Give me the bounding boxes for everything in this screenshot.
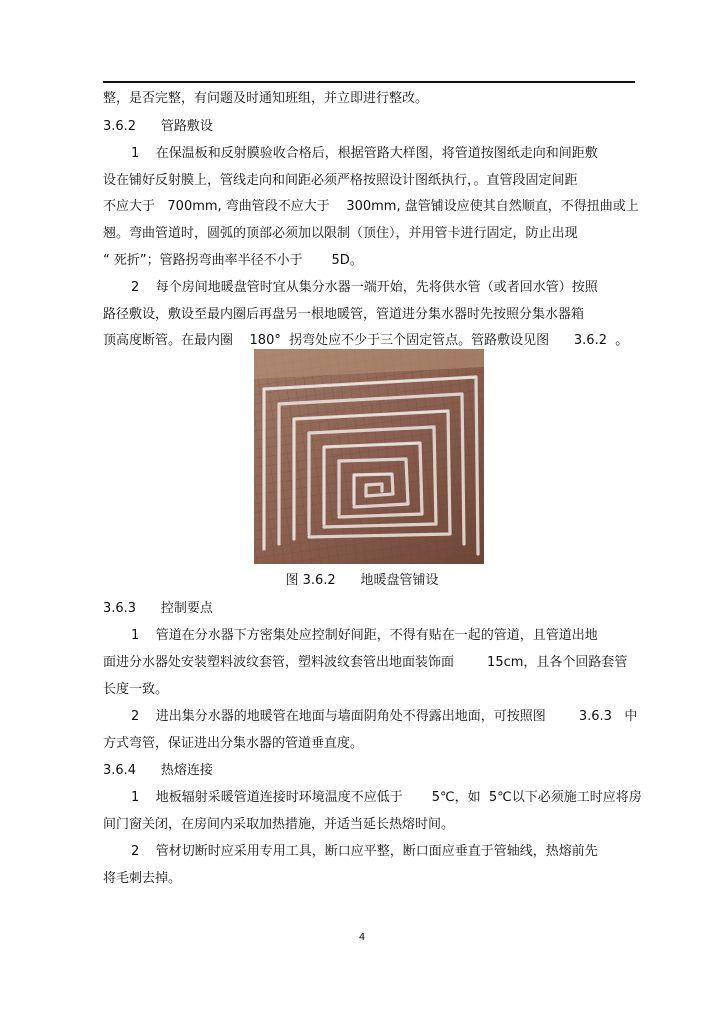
text-line: 2 进出集分水器的地暖管在地面与墙面阴角处不得露出地面，可按照图 3.6.3 中: [131, 709, 638, 724]
text-line: 1 在保温板和反射膜验收合格后，根据管路大样图，将管道按图纸走向和间距敷: [131, 146, 598, 161]
text-line: 整，是否完整，有问题及时通知班组，并立即进行整改。: [103, 91, 429, 106]
figure-caption: 图 3.6.2 地暖盘管铺设: [285, 573, 439, 588]
floor-heating-photo: [254, 349, 484, 564]
text-line: 2 每个房间地暖盘管时宜从集分水器一端开始，先将供水管（或者回水管）按照: [131, 280, 598, 295]
text-line: “ 死折”；管路拐弯曲率半径不小于 5D。: [103, 253, 363, 268]
text-line: 2 管材切断时应采用专用工具，断口应平整，断口面应垂直于管轴线，热熔前先: [131, 844, 598, 859]
text-line: 面进分水器处安装塑料波纹套管，塑料波纹套管出地面装饰面 15cm，且各个回路套管: [103, 655, 628, 670]
text-line: 长度一致。: [103, 682, 169, 697]
section-heading: 3.6.4 热熔连接: [103, 763, 213, 778]
text-line: 1 地板辐射采暖管道连接时环境温度不应低于 5℃，如 5℃以下必须施工时应将房: [131, 790, 642, 805]
section-heading: 3.6.3 控制要点: [103, 601, 213, 616]
section-heading: 3.6.2 管路敷设: [103, 119, 213, 134]
header-rule: [103, 81, 635, 83]
text-line: 不应大于 700mm, 弯曲管段不应大于 300mm, 盘管铺设应使其自然顺直，不得扭曲或上: [103, 199, 639, 214]
text-line: 设在铺好反射膜上，管线走向和间距必须严格按照设计图纸执行，。直管段固定间距: [103, 173, 578, 188]
text-line: 路径敷设，敷设至最内圈后再盘另一根地暖管，管道进分集水器时先按照分集水器箱: [103, 307, 585, 322]
page-number: 4: [358, 932, 366, 943]
text-line: 1 管道在分水器下方密集处应控制好间距，不得有贴在一起的管道，且管道出地: [131, 628, 598, 643]
text-line: 方式弯管，保证进出分集水器的管道垂直度。: [103, 736, 364, 751]
text-line: 顶高度断管。在最内圈 180° 拐弯处应不少于三个固定管点。管路敷设见图 3.6.2 。: [103, 333, 629, 348]
text-line: 将毛刺去掉。: [103, 871, 182, 886]
text-line: 翘。弯曲管道时，圆弧的顶部必须加以限制（顶住），并用管卡进行固定，防止出现: [103, 226, 578, 241]
text-line: 间门窗关闭，在房间内采取加热措施，并适当延长热熔时间。: [103, 817, 455, 832]
